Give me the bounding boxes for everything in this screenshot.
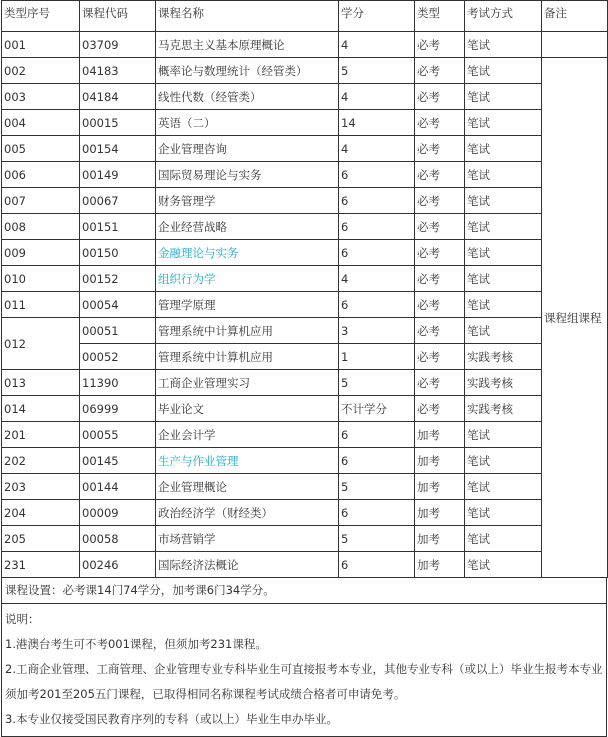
seq-cell: 007 bbox=[2, 188, 80, 214]
exam-cell: 笔试 bbox=[465, 552, 542, 578]
exam-cell: 笔试 bbox=[465, 500, 542, 526]
exam-cell: 笔试 bbox=[465, 136, 542, 162]
exam-cell: 笔试 bbox=[465, 318, 542, 344]
table-row bbox=[2, 188, 608, 214]
code-cell: 00151 bbox=[80, 214, 156, 240]
exam-cell: 实践考核 bbox=[465, 370, 542, 396]
table-row bbox=[2, 344, 608, 370]
note-item: 3.本专业仅接受国民教育序列的专科（或以上）毕业生申办毕业。 bbox=[5, 712, 338, 726]
name-cell: 毕业论文 bbox=[156, 396, 339, 422]
remark-cell: 课程组课程 bbox=[542, 58, 608, 578]
code-cell: 00150 bbox=[80, 240, 156, 266]
exam-cell: 笔试 bbox=[465, 474, 542, 500]
seq-cell: 011 bbox=[2, 292, 80, 318]
code-cell: 00052 bbox=[80, 344, 156, 370]
seq-cell: 013 bbox=[2, 370, 80, 396]
name-cell: 财务管理学 bbox=[156, 188, 339, 214]
code-cell: 00144 bbox=[80, 474, 156, 500]
note-item: 1.港澳台考生可不考001课程，但须加考231课程。 bbox=[5, 637, 267, 651]
exam-cell: 笔试 bbox=[465, 240, 542, 266]
name-cell: 管理学原理 bbox=[156, 292, 339, 318]
type-cell: 必考 bbox=[415, 240, 465, 266]
code-cell: 00154 bbox=[80, 136, 156, 162]
seq-cell: 006 bbox=[2, 162, 80, 188]
code-cell: 06999 bbox=[80, 396, 156, 422]
seq-cell: 003 bbox=[2, 84, 80, 110]
table-row bbox=[2, 552, 608, 578]
seq-cell: 001 bbox=[2, 32, 80, 58]
code-cell: 00009 bbox=[80, 500, 156, 526]
table-row bbox=[2, 266, 608, 292]
code-cell: 04184 bbox=[80, 84, 156, 110]
exam-cell: 笔试 bbox=[465, 448, 542, 474]
notes-section bbox=[2, 604, 606, 736]
table-row bbox=[2, 292, 608, 318]
credit-cell: 6 bbox=[339, 422, 415, 448]
seq-cell: 008 bbox=[2, 214, 80, 240]
type-cell: 必考 bbox=[415, 344, 465, 370]
table-row bbox=[2, 58, 608, 84]
seq-cell: 012 bbox=[2, 318, 80, 370]
code-cell: 00015 bbox=[80, 110, 156, 136]
name-cell: 管理系统中计算机应用 bbox=[156, 318, 339, 344]
table-row bbox=[2, 396, 608, 422]
notes-title: 说明： bbox=[5, 612, 40, 626]
credit-cell: 6 bbox=[339, 500, 415, 526]
header-remark: 备注 bbox=[542, 1, 608, 32]
table-row bbox=[2, 370, 608, 396]
header-type: 类型 bbox=[415, 1, 465, 32]
exam-cell: 笔试 bbox=[465, 292, 542, 318]
seq-cell: 201 bbox=[2, 422, 80, 448]
type-cell: 必考 bbox=[415, 292, 465, 318]
course-name-link[interactable]: 金融理论与实务 bbox=[156, 240, 339, 266]
name-cell: 国际贸易理论与实务 bbox=[156, 162, 339, 188]
seq-cell: 202 bbox=[2, 448, 80, 474]
credit-cell: 4 bbox=[339, 136, 415, 162]
credit-cell: 6 bbox=[339, 448, 415, 474]
seq-cell: 014 bbox=[2, 396, 80, 422]
header-credit: 学分 bbox=[339, 1, 415, 32]
credit-cell: 不计学分 bbox=[339, 396, 415, 422]
credit-cell: 6 bbox=[339, 214, 415, 240]
type-cell: 加考 bbox=[415, 422, 465, 448]
exam-cell: 笔试 bbox=[465, 266, 542, 292]
table-row bbox=[2, 240, 608, 266]
type-cell: 必考 bbox=[415, 214, 465, 240]
type-cell: 必考 bbox=[415, 188, 465, 214]
code-cell: 00055 bbox=[80, 422, 156, 448]
name-cell: 企业管理咨询 bbox=[156, 136, 339, 162]
credit-cell: 6 bbox=[339, 240, 415, 266]
course-name-link[interactable]: 生产与作业管理 bbox=[156, 448, 339, 474]
name-cell: 市场营销学 bbox=[156, 526, 339, 552]
course-name-link[interactable]: 组织行为学 bbox=[156, 266, 339, 292]
credit-cell: 6 bbox=[339, 162, 415, 188]
course-summary: 课程设置：必考课14门74学分，加考课6门34学分。 bbox=[2, 578, 606, 604]
exam-cell: 笔试 bbox=[465, 188, 542, 214]
code-cell: 00149 bbox=[80, 162, 156, 188]
table-row bbox=[2, 500, 608, 526]
type-cell: 必考 bbox=[415, 58, 465, 84]
credit-cell: 5 bbox=[339, 526, 415, 552]
name-cell: 英语（二） bbox=[156, 110, 339, 136]
table-row bbox=[2, 318, 608, 344]
seq-cell: 203 bbox=[2, 474, 80, 500]
code-cell: 11390 bbox=[80, 370, 156, 396]
credit-cell: 6 bbox=[339, 552, 415, 578]
table-row bbox=[2, 474, 608, 500]
type-cell: 加考 bbox=[415, 448, 465, 474]
name-cell: 政治经济学（财经类） bbox=[156, 500, 339, 526]
type-cell: 加考 bbox=[415, 474, 465, 500]
header-exam: 考试方式 bbox=[465, 1, 542, 32]
credit-cell: 3 bbox=[339, 318, 415, 344]
course-table bbox=[1, 0, 608, 578]
type-cell: 必考 bbox=[415, 396, 465, 422]
table-row bbox=[2, 110, 608, 136]
header-seq: 类型序号 bbox=[2, 1, 80, 32]
table-row bbox=[2, 422, 608, 448]
code-cell: 03709 bbox=[80, 32, 156, 58]
type-cell: 必考 bbox=[415, 318, 465, 344]
exam-cell: 笔试 bbox=[465, 32, 542, 58]
seq-cell: 002 bbox=[2, 58, 80, 84]
table-row bbox=[2, 136, 608, 162]
code-cell: 04183 bbox=[80, 58, 156, 84]
type-cell: 必考 bbox=[415, 32, 465, 58]
code-cell: 00152 bbox=[80, 266, 156, 292]
exam-cell: 笔试 bbox=[465, 422, 542, 448]
exam-cell: 实践考核 bbox=[465, 396, 542, 422]
seq-cell: 204 bbox=[2, 500, 80, 526]
table-header-row bbox=[2, 1, 608, 32]
credit-cell: 6 bbox=[339, 292, 415, 318]
seq-cell: 231 bbox=[2, 552, 80, 578]
seq-cell: 005 bbox=[2, 136, 80, 162]
credit-cell: 4 bbox=[339, 84, 415, 110]
type-cell: 必考 bbox=[415, 370, 465, 396]
type-cell: 加考 bbox=[415, 526, 465, 552]
header-name: 课程名称 bbox=[156, 1, 339, 32]
name-cell: 工商企业管理实习 bbox=[156, 370, 339, 396]
table-row bbox=[2, 526, 608, 552]
type-cell: 加考 bbox=[415, 552, 465, 578]
seq-cell: 004 bbox=[2, 110, 80, 136]
credit-cell: 5 bbox=[339, 58, 415, 84]
exam-cell: 笔试 bbox=[465, 58, 542, 84]
name-cell: 国际经济法概论 bbox=[156, 552, 339, 578]
name-cell: 马克思主义基本原理概论 bbox=[156, 32, 339, 58]
name-cell: 企业经营战略 bbox=[156, 214, 339, 240]
name-cell: 概率论与数理统计（经管类） bbox=[156, 58, 339, 84]
credit-cell: 4 bbox=[339, 32, 415, 58]
type-cell: 加考 bbox=[415, 500, 465, 526]
exam-cell: 笔试 bbox=[465, 84, 542, 110]
seq-cell: 010 bbox=[2, 266, 80, 292]
table-row bbox=[2, 84, 608, 110]
code-cell: 00058 bbox=[80, 526, 156, 552]
type-cell: 必考 bbox=[415, 266, 465, 292]
seq-cell: 009 bbox=[2, 240, 80, 266]
credit-cell: 5 bbox=[339, 474, 415, 500]
exam-cell: 实践考核 bbox=[465, 344, 542, 370]
exam-cell: 笔试 bbox=[465, 214, 542, 240]
table-row bbox=[2, 448, 608, 474]
code-cell: 00067 bbox=[80, 188, 156, 214]
table-row bbox=[2, 32, 608, 58]
exam-cell: 笔试 bbox=[465, 110, 542, 136]
credit-cell: 4 bbox=[339, 266, 415, 292]
code-cell: 00051 bbox=[80, 318, 156, 344]
type-cell: 必考 bbox=[415, 110, 465, 136]
credit-cell: 1 bbox=[339, 344, 415, 370]
seq-cell: 205 bbox=[2, 526, 80, 552]
code-cell: 00054 bbox=[80, 292, 156, 318]
credit-cell: 14 bbox=[339, 110, 415, 136]
name-cell: 线性代数（经管类） bbox=[156, 84, 339, 110]
exam-cell: 笔试 bbox=[465, 526, 542, 552]
name-cell: 企业管理概论 bbox=[156, 474, 339, 500]
notes-box bbox=[1, 578, 607, 737]
note-item: 2.工商企业管理、工商管理、企业管理专业专科毕业生可直接报考本专业，其他专业专科（或以上）毕业生报考本专业须加考201至205五门课程，已取得相同名称课程考试成绩合格者可申请免考。 bbox=[5, 662, 603, 701]
name-cell: 管理系统中计算机应用 bbox=[156, 344, 339, 370]
code-cell: 00145 bbox=[80, 448, 156, 474]
code-cell: 00246 bbox=[80, 552, 156, 578]
credit-cell: 5 bbox=[339, 370, 415, 396]
name-cell: 企业会计学 bbox=[156, 422, 339, 448]
table-row bbox=[2, 214, 608, 240]
header-code: 课程代码 bbox=[80, 1, 156, 32]
table-row bbox=[2, 162, 608, 188]
exam-cell: 笔试 bbox=[465, 162, 542, 188]
credit-cell: 6 bbox=[339, 188, 415, 214]
remark-cell-empty bbox=[542, 32, 608, 58]
type-cell: 必考 bbox=[415, 84, 465, 110]
type-cell: 必考 bbox=[415, 162, 465, 188]
type-cell: 必考 bbox=[415, 136, 465, 162]
